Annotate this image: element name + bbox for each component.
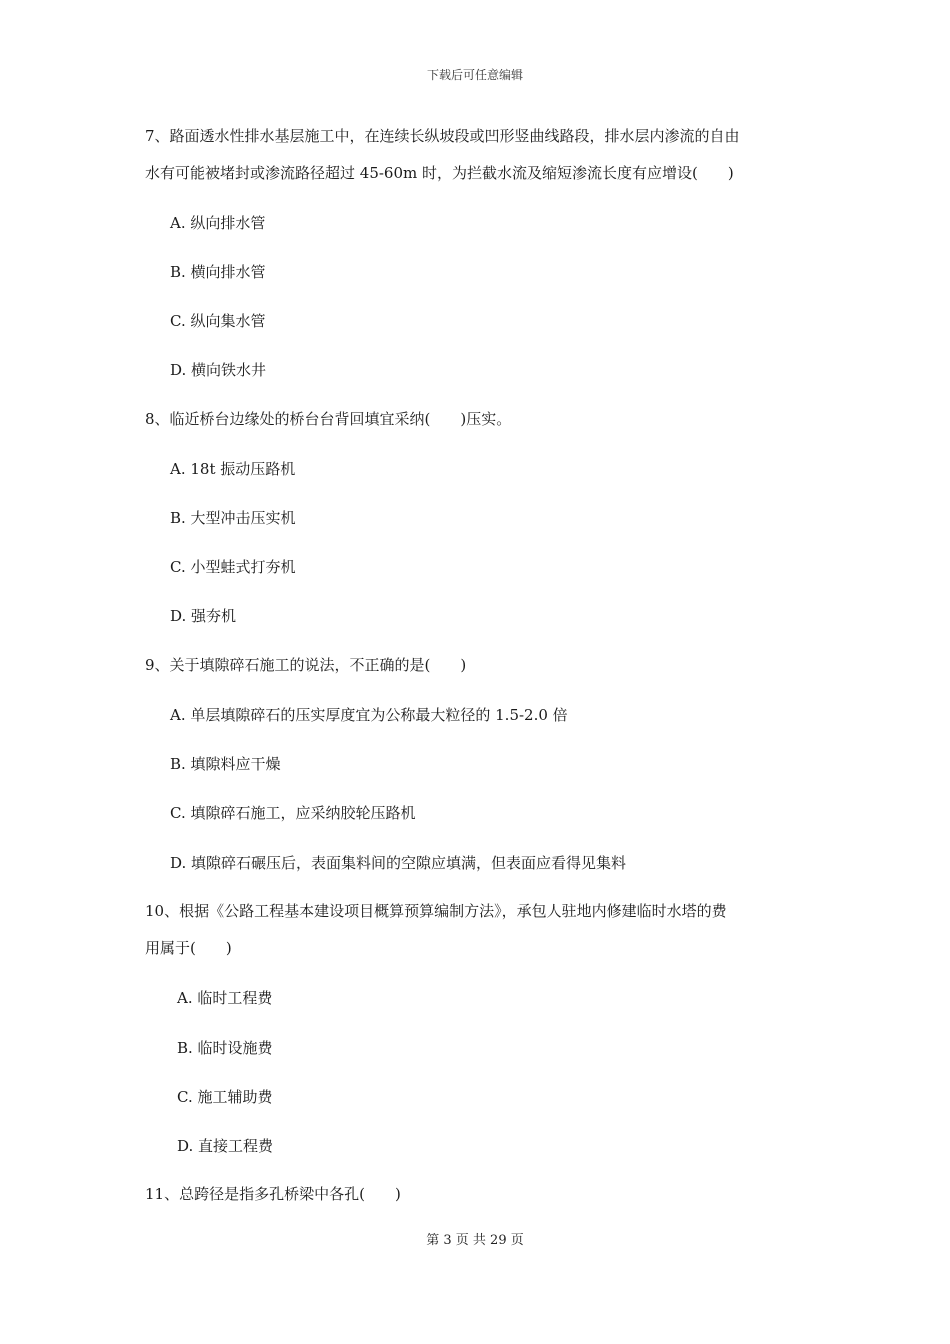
question-10-option-b: B. 临时设施费: [177, 1039, 273, 1057]
question-7-line-1: 7、路面透水性排水基层施工中，在连续长纵坡段或凹形竖曲线路段，排水层内渗流的自由: [145, 127, 740, 145]
question-11-line-1: 11、总跨径是指多孔桥梁中各孔( ): [145, 1185, 401, 1203]
question-8-option-b: B. 大型冲击压实机: [170, 509, 296, 527]
question-7-line-2: 水有可能被堵封或渗流路径超过 45-60m 时，为拦截水流及缩短渗流长度有应增设( ): [145, 164, 734, 182]
question-10-line-2: 用属于( ): [145, 939, 232, 957]
question-9-option-b: B. 填隙料应干燥: [170, 755, 281, 773]
question-7-option-a: A. 纵向排水管: [170, 214, 266, 232]
question-9-option-d: D. 填隙碎石碾压后，表面集料间的空隙应填满，但表面应看得见集料: [170, 854, 627, 872]
question-10-option-c: C. 施工辅助费: [177, 1088, 273, 1106]
page-header: 下载后可任意编辑: [426, 68, 523, 82]
question-7-option-c: C. 纵向集水管: [170, 312, 266, 330]
question-8-line-1: 8、临近桥台边缘处的桥台台背回填宜采纳( )压实。: [145, 410, 512, 428]
question-7-option-b: B. 横向排水管: [170, 263, 266, 281]
question-8-option-c: C. 小型蛙式打夯机: [170, 558, 296, 576]
question-8-option-a: A. 18t 振动压路机: [170, 460, 296, 478]
question-8-option-d: D. 强夯机: [170, 607, 237, 625]
question-9-option-a: A. 单层填隙碎石的压实厚度宜为公称最大粒径的 1.5-2.0 倍: [170, 706, 568, 724]
page-footer: 第 3 页 共 29 页: [426, 1233, 524, 1248]
question-9-line-1: 9、关于填隙碎石施工的说法，不正确的是( ): [145, 656, 467, 674]
question-10-line-1: 10、根据《公路工程基本建设项目概算预算编制方法》，承包人驻地内修建临时水塔的费: [145, 902, 727, 920]
question-9-option-c: C. 填隙碎石施工，应采纳胶轮压路机: [170, 804, 416, 822]
question-10-option-a: A. 临时工程费: [177, 989, 273, 1007]
question-10-option-d: D. 直接工程费: [177, 1137, 274, 1155]
question-7-option-d: D. 横向铁水井: [170, 361, 267, 379]
